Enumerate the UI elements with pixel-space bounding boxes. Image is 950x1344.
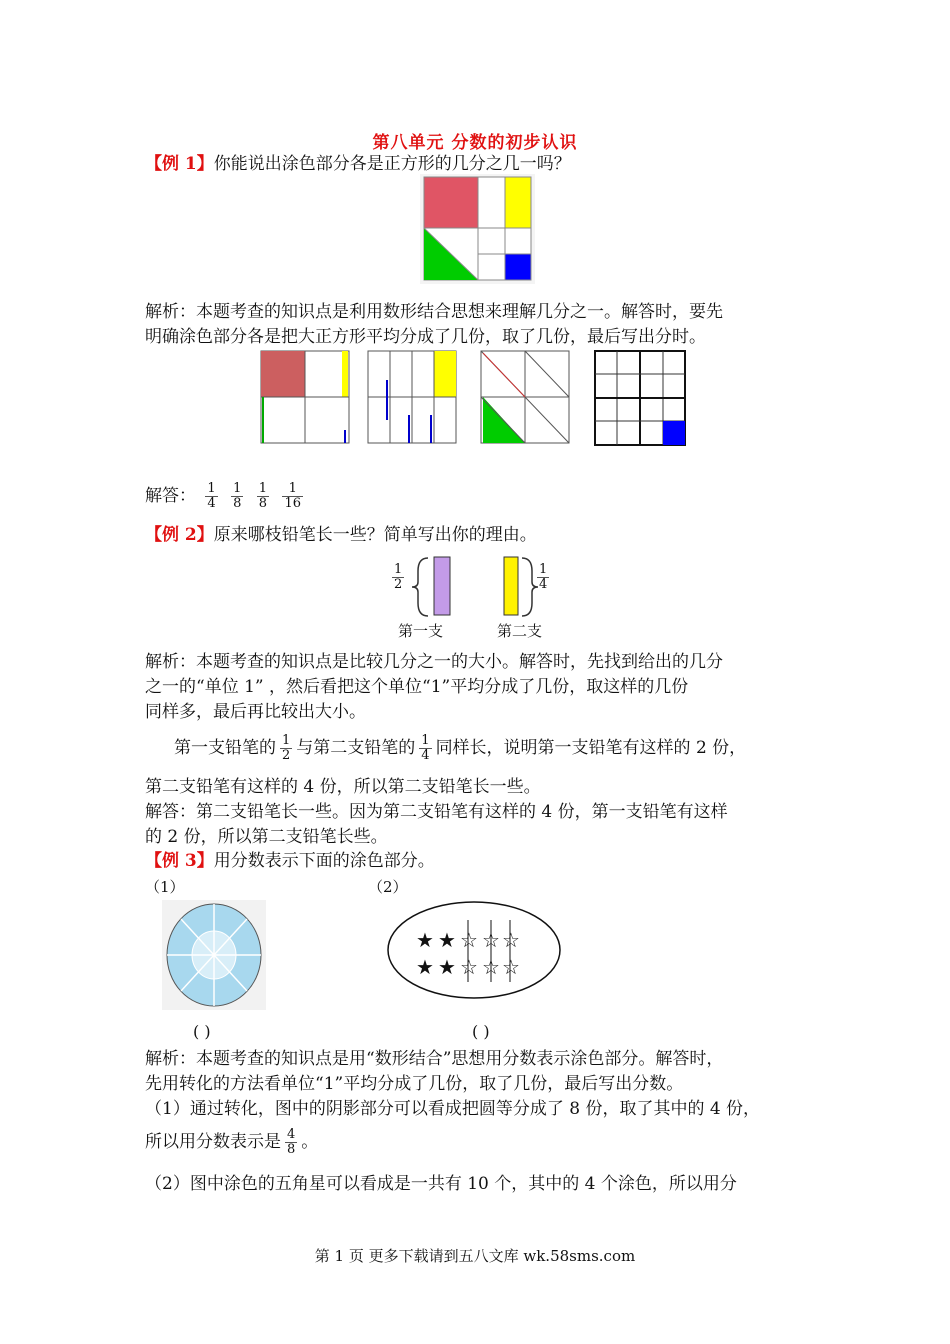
split-square-sixteenths: [594, 350, 688, 448]
example-3-tag: 【例 3】: [145, 851, 214, 871]
filled-star-icon: ★: [438, 928, 456, 952]
empty-star-icon: ☆: [460, 928, 478, 952]
example-3-analysis-1: 解析：本题考查的知识点是用“数形结合”思想用分数表示涂色部分。解答时，: [145, 1049, 724, 1069]
empty-star-icon: ☆: [460, 955, 478, 979]
example-2-explanation: 第一支铅笔的 $\frac{1}{2}$ 与第二支铅笔的 $\frac{1}{4}$ 同样长，说明第一支铅笔有这样的 2 份，: [174, 733, 747, 763]
example-1-answer: 解答： $\frac{1}{4}$ $\frac{1}{8}$ $\frac{1}{8}$ $\frac{1}{16}$: [145, 481, 302, 511]
eighth-yellow: [505, 177, 531, 228]
shaded-circle-figure: [162, 900, 266, 1010]
brace-icon: [412, 558, 428, 616]
pencil-2-label: 第二支: [497, 622, 543, 640]
part-1-label: （1）: [145, 878, 185, 896]
example-3-part-1-line-1: （1）通过转化，图中的阴影部分可以看成把圆等分成了 8 份，取了其中的 4 份，: [145, 1099, 761, 1119]
filled-star-icon: ★: [416, 955, 434, 979]
example-2-analysis-1: 解析：本题考查的知识点是比较几分之一的大小。解答时，先找到给出的几分: [145, 652, 723, 672]
answer-fraction-4: $\frac{1}{16}$: [284, 481, 302, 511]
split-square-triangles: [480, 350, 572, 446]
example-1-analysis-1: 解析：本题考查的知识点是利用数形结合思想来理解几分之一。解答时，要先: [145, 302, 723, 322]
example-3-analysis-2: 先用转化的方法看单位“1”平均分成了几份，取了几份，最后写出分数。: [145, 1074, 684, 1094]
split-square-quarters: [260, 350, 352, 446]
pencil-1-label: 第一支: [398, 622, 444, 640]
part-2-label: （2）: [368, 878, 408, 896]
filled-star-icon: ★: [438, 955, 456, 979]
page-title: 第八单元 分数的初步认识: [372, 133, 578, 153]
answer-blank-1[interactable]: ( ): [193, 1022, 211, 1041]
example-3-part-2-line-1: （2）图中涂色的五角星可以看成是一共有 10 个，其中的 4 个涂色，所以用分: [145, 1174, 737, 1194]
empty-star-icon: ☆: [482, 928, 500, 952]
example-2-answer-2: 的 2 份，所以第二支铅笔长些。: [145, 827, 388, 847]
example-3-part-1-line-2: 所以用分数表示是 $\frac{4}{8}$ 。: [145, 1127, 319, 1157]
example-2-answer-1: 解答：第二支铅笔长一些。因为第二支铅笔有这样的 4 份，第一支铅笔有这样: [145, 802, 728, 822]
empty-star-icon: ☆: [502, 955, 520, 979]
answer-fraction-2: $\frac{1}{8}$: [233, 481, 242, 511]
example-1-analysis-2: 明确涂色部分各是把大正方形平均分成了几份，取了几份，最后写出分时。: [145, 327, 706, 347]
empty-star-icon: ☆: [482, 955, 500, 979]
pencil-1: [408, 556, 458, 618]
star-oval-figure: [386, 900, 562, 1000]
quarter-shaded: [424, 177, 478, 228]
filled-star-icon: ★: [416, 928, 434, 952]
page-footer: 第 1 页 更多下载请到五八文库 wk.58sms.com: [314, 1247, 636, 1265]
sixteenth-blue: [505, 254, 531, 280]
example-3-question: 【例 3】用分数表示下面的涂色部分。: [145, 851, 435, 871]
answer-fraction-1: $\frac{1}{4}$: [207, 481, 216, 511]
example-2-analysis-3: 同样多，最后再比较出大小。: [145, 702, 366, 722]
example-1-tag: 【例 1】: [145, 154, 214, 174]
answer-fraction-3: $\frac{1}{8}$: [258, 481, 268, 511]
answer-blank-2[interactable]: ( ): [472, 1022, 490, 1041]
split-square-eighths: [367, 350, 459, 446]
example-2-explanation-2: 第二支铅笔有这样的 4 份，所以第二支铅笔长一些。: [145, 777, 541, 797]
empty-star-icon: ☆: [502, 928, 520, 952]
example-1-question: 【例 1】你能说出涂色部分各是正方形的几分之几一吗？: [145, 154, 571, 174]
example-2-analysis-2: 之一的“单位 1” ，然后看把这个单位“1”平均分成了几份，取这样的几份: [145, 677, 689, 697]
pencil-1-fraction: $\frac{1}{2}$: [394, 562, 403, 592]
example-2-tag: 【例 2】: [145, 525, 214, 545]
example-2-question: 【例 2】原来哪枝铅笔长一些？简单写出你的理由。: [145, 525, 537, 545]
pencil-2-fraction: $\frac{1}{4}$: [539, 562, 548, 592]
example-1-square-figure: [420, 174, 535, 284]
